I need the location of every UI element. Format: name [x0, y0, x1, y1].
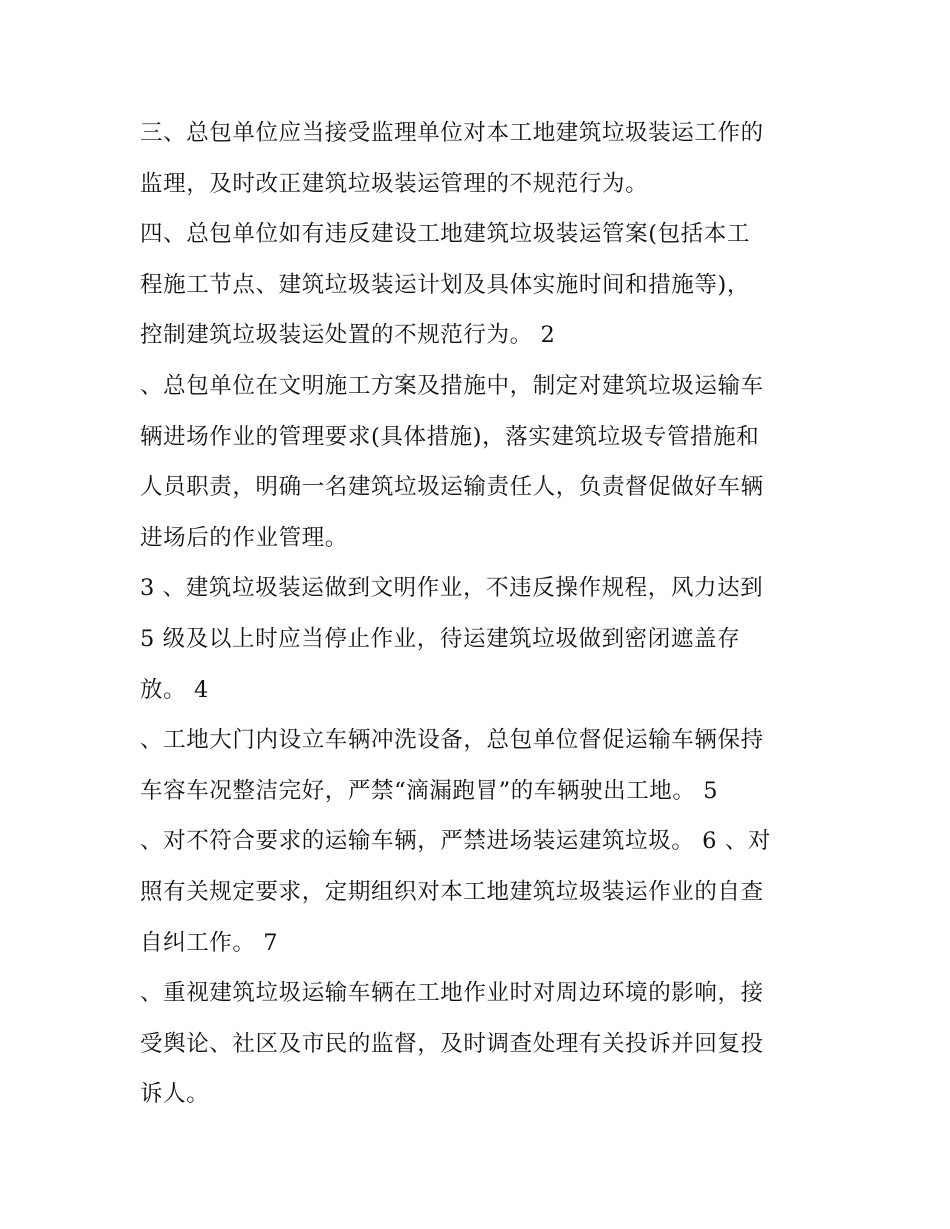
text-line-12: 放。 4 [140, 676, 209, 703]
text-line-10: 3 、建筑垃圾装运做到文明作业，不违反操作规程，风力达到 [140, 575, 764, 602]
text-line-3: 四、总包单位如有违反建设工地建筑垃圾装运管案(包括本工 [140, 221, 750, 248]
text-line-19: 受舆论、社区及市民的监督，及时调查处理有关投诉并回复投 [140, 1030, 764, 1057]
text-line-11: 5 级及以上时应当停止作业，待运建筑垃圾做到密闭遮盖存 [140, 625, 741, 652]
text-line-2: 监理，及时改正建筑垃圾装运管理的不规范行为。 [140, 170, 649, 197]
document-body [140, 108, 820, 1120]
text-line-13: 、工地大门内设立车辆冲洗设备，总包单位督促运输车辆保持 [140, 727, 764, 754]
text-line-16: 照有关规定要求，定期组织对本工地建筑垃圾装运作业的自查 [140, 878, 764, 905]
text-line-8: 人员职责，明确一名建筑垃圾运输责任人，负责督促做好车辆 [140, 474, 764, 501]
text-line-14: 车容车况整洁完好，严禁“滴漏跑冒”的车辆驶出工地。 5 [140, 777, 719, 804]
text-line-1: 三、总包单位应当接受监理单位对本工地建筑垃圾装运工作的 [140, 120, 764, 146]
text-line-6: 、总包单位在文明施工方案及措施中，制定对建筑垃圾运输车 [140, 372, 764, 399]
text-line-18: 、重视建筑垃圾运输车辆在工地作业时对周边环境的影响，接 [140, 980, 764, 1007]
text-line-4: 程施工节点、建筑垃圾装运计划及具体实施时间和措施等)， [140, 271, 750, 298]
text-line-20: 诉人。 [140, 1081, 210, 1108]
text-line-15: 、对不符合要求的运输车辆，严禁进场装运建筑垃圾。 6 、对 [140, 828, 772, 855]
text-line-5: 控制建筑垃圾装运处置的不规范行为。 2 [140, 322, 556, 349]
text-line-9: 进场后的作业管理。 [140, 524, 348, 551]
text-line-7: 辆进场作业的管理要求(具体措施)，落实建筑垃圾专管措施和 [140, 423, 760, 450]
text-line-17: 自纠工作。 7 [140, 929, 279, 956]
